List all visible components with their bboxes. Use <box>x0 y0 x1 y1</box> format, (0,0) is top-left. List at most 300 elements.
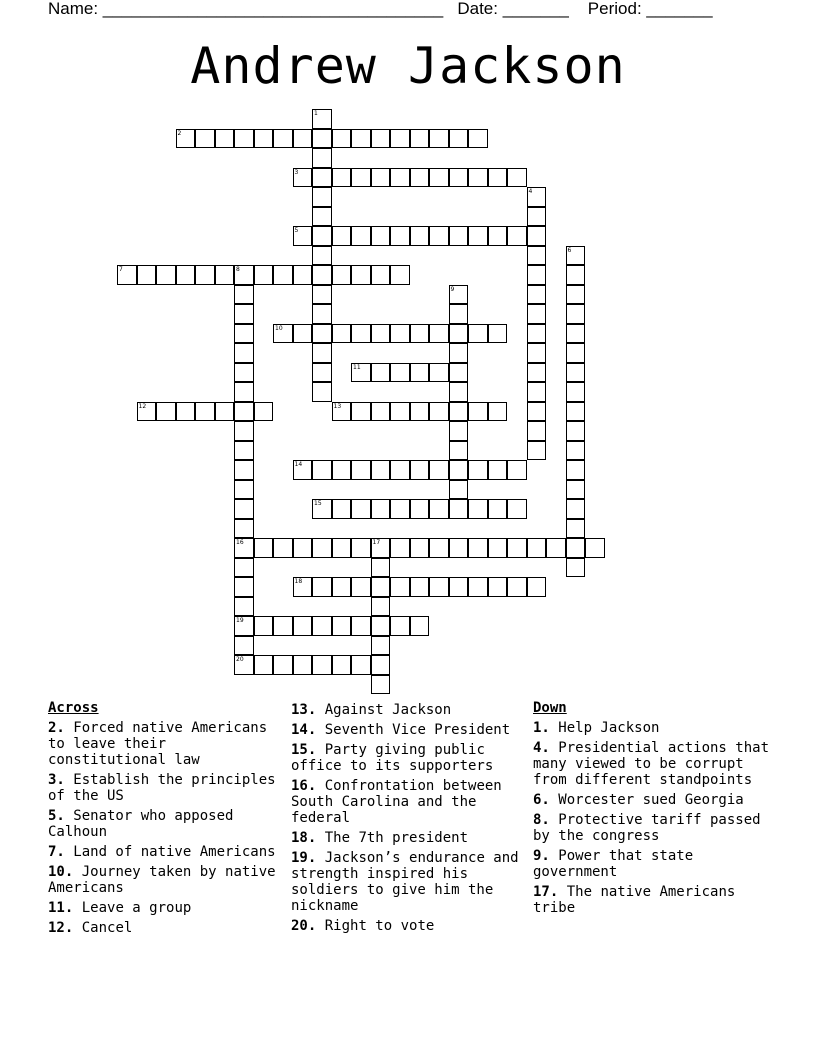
grid-cell[interactable] <box>332 538 352 558</box>
grid-cell[interactable] <box>410 168 430 188</box>
grid-cell[interactable] <box>176 402 196 422</box>
date-field[interactable]: Date: _______ <box>457 0 569 18</box>
clue-label: 11. <box>48 900 74 916</box>
grid-cell[interactable] <box>488 324 508 344</box>
grid-cell[interactable] <box>488 402 508 422</box>
grid-cell[interactable] <box>468 324 488 344</box>
grid-cell[interactable] <box>449 441 469 461</box>
grid-cell[interactable] <box>312 343 332 363</box>
grid-cell[interactable] <box>156 402 176 422</box>
grid-cell[interactable] <box>429 460 449 480</box>
grid-cell[interactable] <box>371 129 391 149</box>
grid-cell[interactable] <box>566 363 586 383</box>
grid-cell[interactable] <box>332 226 352 246</box>
grid-cell[interactable] <box>410 538 430 558</box>
grid-cell[interactable] <box>429 538 449 558</box>
grid-cell[interactable] <box>332 655 352 675</box>
clue-label: 10. <box>48 864 74 880</box>
grid-cell[interactable] <box>507 577 527 597</box>
clue-number: 18 <box>294 578 303 585</box>
grid-cell[interactable] <box>449 129 469 149</box>
grid-cell[interactable] <box>371 558 391 578</box>
across-clue <box>48 808 288 840</box>
grid-cell[interactable] <box>332 616 352 636</box>
grid-cell[interactable] <box>195 265 215 285</box>
grid-cell[interactable] <box>371 675 391 695</box>
grid-cell[interactable] <box>312 168 332 188</box>
grid-cell[interactable] <box>312 265 332 285</box>
grid-cell[interactable] <box>371 499 391 519</box>
grid-cell[interactable] <box>527 207 547 227</box>
clue-number: 20 <box>236 656 244 663</box>
grid-cell[interactable] <box>449 480 469 500</box>
grid-cell[interactable] <box>488 460 508 480</box>
clue-label: 13. <box>291 702 317 718</box>
grid-cell[interactable] <box>332 577 352 597</box>
grid-cell[interactable] <box>234 402 254 422</box>
grid-cell[interactable] <box>351 265 371 285</box>
grid-cell[interactable] <box>527 577 547 597</box>
clue-label: 14. <box>291 722 317 738</box>
grid-cell[interactable] <box>410 460 430 480</box>
grid-cell[interactable] <box>527 304 547 324</box>
grid-cell[interactable] <box>410 129 430 149</box>
clue-number: 6 <box>567 246 572 254</box>
grid-cell[interactable] <box>234 577 254 597</box>
grid-cell[interactable] <box>585 538 605 558</box>
grid-cell[interactable] <box>410 226 430 246</box>
grid-cell[interactable] <box>468 168 488 188</box>
clue-text: Worcester sued Georgia <box>549 792 744 808</box>
grid-cell[interactable] <box>312 382 332 402</box>
grid-cell[interactable] <box>429 324 449 344</box>
grid-cell[interactable] <box>429 363 449 383</box>
grid-cell[interactable] <box>195 129 215 149</box>
grid-cell[interactable] <box>312 109 332 129</box>
grid-cell[interactable] <box>332 499 352 519</box>
grid-cell[interactable] <box>566 285 586 305</box>
grid-cell[interactable] <box>332 129 352 149</box>
grid-cell[interactable] <box>410 402 430 422</box>
grid-cell[interactable] <box>390 168 410 188</box>
grid-cell[interactable] <box>234 597 254 617</box>
grid-cell[interactable] <box>273 538 293 558</box>
grid-cell[interactable] <box>566 538 586 558</box>
grid-cell[interactable] <box>293 324 313 344</box>
grid-cell[interactable] <box>254 402 274 422</box>
grid-cell[interactable] <box>527 324 547 344</box>
across-clue <box>291 850 527 914</box>
grid-cell[interactable] <box>234 324 254 344</box>
grid-cell[interactable] <box>468 226 488 246</box>
grid-cell[interactable] <box>273 655 293 675</box>
grid-cell[interactable] <box>566 480 586 500</box>
grid-cell[interactable] <box>195 402 215 422</box>
grid-cell[interactable] <box>351 460 371 480</box>
clue-text: Senator who apposed Calhoun <box>48 808 234 840</box>
grid-cell[interactable] <box>527 187 547 207</box>
grid-cell[interactable] <box>234 304 254 324</box>
puzzle-title: Andrew Jackson <box>190 37 626 95</box>
grid-cell[interactable] <box>566 519 586 539</box>
grid-cell[interactable] <box>371 460 391 480</box>
grid-cell[interactable] <box>234 441 254 461</box>
down-clue <box>533 792 773 808</box>
grid-cell[interactable] <box>468 460 488 480</box>
grid-cell[interactable] <box>312 187 332 207</box>
grid-cell[interactable] <box>507 460 527 480</box>
grid-cell[interactable] <box>234 421 254 441</box>
grid-cell[interactable] <box>234 616 254 636</box>
clue-label: 1. <box>533 720 550 736</box>
grid-cell[interactable] <box>429 577 449 597</box>
grid-cell[interactable] <box>273 129 293 149</box>
grid-cell[interactable] <box>488 577 508 597</box>
grid-cell[interactable] <box>137 265 157 285</box>
grid-cell[interactable] <box>215 265 235 285</box>
grid-cell[interactable] <box>312 226 332 246</box>
across-clue <box>291 778 527 826</box>
grid-cell[interactable] <box>488 226 508 246</box>
grid-cell[interactable] <box>293 577 313 597</box>
grid-cell[interactable] <box>507 168 527 188</box>
grid-cell[interactable] <box>449 168 469 188</box>
grid-cell[interactable] <box>371 324 391 344</box>
grid-cell[interactable] <box>410 324 430 344</box>
grid-cell[interactable] <box>273 265 293 285</box>
grid-cell[interactable] <box>390 460 410 480</box>
clue-text: Help Jackson <box>549 720 660 736</box>
grid-cell[interactable] <box>449 304 469 324</box>
across-clues-continued <box>291 702 527 938</box>
grid-cell[interactable] <box>351 226 371 246</box>
grid-cell[interactable] <box>488 538 508 558</box>
grid-cell[interactable] <box>351 499 371 519</box>
grid-cell[interactable] <box>527 226 547 246</box>
grid-cell[interactable] <box>254 616 274 636</box>
grid-cell[interactable] <box>468 402 488 422</box>
grid-cell[interactable] <box>449 538 469 558</box>
grid-cell[interactable] <box>507 538 527 558</box>
grid-cell[interactable] <box>312 207 332 227</box>
grid-cell[interactable] <box>371 597 391 617</box>
grid-cell[interactable] <box>390 363 410 383</box>
grid-cell[interactable] <box>566 499 586 519</box>
clue-label: 20. <box>291 918 317 934</box>
grid-cell[interactable] <box>371 538 391 558</box>
grid-cell[interactable] <box>390 402 410 422</box>
grid-cell[interactable] <box>156 265 176 285</box>
grid-cell[interactable] <box>312 499 332 519</box>
grid-cell[interactable] <box>527 402 547 422</box>
grid-cell[interactable] <box>351 538 371 558</box>
clue-text: Leave a group <box>73 900 192 916</box>
clue-number: 12 <box>138 402 147 410</box>
grid-cell[interactable] <box>234 285 254 305</box>
grid-cell[interactable] <box>371 402 391 422</box>
grid-cell[interactable] <box>351 129 371 149</box>
grid-cell[interactable] <box>488 499 508 519</box>
grid-cell[interactable] <box>410 577 430 597</box>
grid-cell[interactable] <box>234 363 254 383</box>
clue-number: 19 <box>236 617 244 624</box>
grid-cell[interactable] <box>351 402 371 422</box>
grid-cell[interactable] <box>234 655 254 675</box>
grid-cell[interactable] <box>449 363 469 383</box>
clue-label: 15. <box>291 742 317 758</box>
grid-cell[interactable] <box>176 265 196 285</box>
clue-number: 7 <box>119 266 123 273</box>
clue-text: The native Americans tribe <box>533 884 736 916</box>
down-clue <box>533 848 773 880</box>
clue-label: 3. <box>48 772 65 788</box>
clue-number: 3 <box>294 168 299 176</box>
grid-cell[interactable] <box>468 538 488 558</box>
grid-cell[interactable] <box>312 655 332 675</box>
grid-cell[interactable] <box>312 577 332 597</box>
across-clue <box>291 918 527 934</box>
grid-cell[interactable] <box>371 655 391 675</box>
clue-text: Jackson’s endurance and strength inspired his soldiers to give him the nickname <box>291 850 519 914</box>
grid-cell[interactable] <box>527 343 547 363</box>
grid-cell[interactable] <box>312 616 332 636</box>
grid-cell[interactable] <box>371 168 391 188</box>
clue-text: Forced native Americans to leave their constitutional law <box>48 720 268 768</box>
clue-text: Protective tariff passed by the congress <box>533 812 761 844</box>
grid-cell[interactable] <box>371 636 391 656</box>
name-field[interactable]: Name: ____________________________________ <box>48 0 444 18</box>
grid-cell[interactable] <box>410 616 430 636</box>
grid-cell[interactable] <box>312 363 332 383</box>
grid-cell[interactable] <box>468 577 488 597</box>
clue-label: 4. <box>533 740 550 756</box>
grid-cell[interactable] <box>566 324 586 344</box>
down-clue <box>533 884 773 916</box>
clue-number: 9 <box>450 285 455 293</box>
grid-cell[interactable] <box>254 655 274 675</box>
across-clue <box>48 864 288 896</box>
grid-cell[interactable] <box>332 265 352 285</box>
clue-text: Power that state government <box>533 848 694 880</box>
grid-cell[interactable] <box>429 129 449 149</box>
grid-cell[interactable] <box>449 460 469 480</box>
clue-number: 8 <box>236 266 240 273</box>
grid-cell[interactable] <box>234 265 254 285</box>
clue-text: The 7th president <box>316 830 469 846</box>
grid-cell[interactable] <box>566 382 586 402</box>
grid-cell[interactable] <box>293 226 313 246</box>
grid-cell[interactable] <box>293 460 313 480</box>
grid-cell[interactable] <box>566 558 586 578</box>
grid-cell[interactable] <box>273 616 293 636</box>
grid-cell[interactable] <box>449 499 469 519</box>
grid-cell[interactable] <box>215 402 235 422</box>
grid-cell[interactable] <box>312 246 332 266</box>
grid-cell[interactable] <box>410 499 430 519</box>
grid-cell[interactable] <box>390 226 410 246</box>
period-field[interactable]: Period: _______ <box>587 0 713 18</box>
grid-cell[interactable] <box>293 129 313 149</box>
clue-text: Seventh Vice President <box>316 722 511 738</box>
down-clue <box>533 740 773 788</box>
grid-cell[interactable] <box>293 265 313 285</box>
grid-cell[interactable] <box>566 421 586 441</box>
grid-cell[interactable] <box>390 499 410 519</box>
grid-cell[interactable] <box>332 168 352 188</box>
clue-number: 16 <box>236 539 244 546</box>
grid-cell[interactable] <box>137 402 157 422</box>
grid-cell[interactable] <box>332 324 352 344</box>
clue-label: 12. <box>48 920 74 936</box>
grid-cell[interactable] <box>234 519 254 539</box>
grid-cell[interactable] <box>527 441 547 461</box>
grid-cell[interactable] <box>527 538 547 558</box>
clue-label: 9. <box>533 848 550 864</box>
grid-cell[interactable] <box>332 460 352 480</box>
clue-number: 2 <box>177 129 182 137</box>
grid-cell[interactable] <box>234 558 254 578</box>
grid-cell[interactable] <box>312 148 332 168</box>
grid-cell[interactable] <box>429 226 449 246</box>
grid-cell[interactable] <box>351 577 371 597</box>
grid-cell[interactable] <box>566 460 586 480</box>
clue-number: 10 <box>275 324 283 332</box>
grid-cell[interactable] <box>566 246 586 266</box>
across-clue <box>48 844 288 860</box>
grid-cell[interactable] <box>351 616 371 636</box>
clue-number: 5 <box>294 227 299 234</box>
clue-number: 4 <box>528 188 533 195</box>
grid-cell[interactable] <box>351 168 371 188</box>
grid-cell[interactable] <box>390 129 410 149</box>
grid-cell[interactable] <box>566 402 586 422</box>
down-clues <box>533 700 773 920</box>
grid-cell[interactable] <box>332 402 352 422</box>
grid-cell[interactable] <box>234 460 254 480</box>
grid-cell[interactable] <box>312 285 332 305</box>
down-heading: Down <box>533 700 567 716</box>
grid-cell[interactable] <box>468 499 488 519</box>
grid-cell[interactable] <box>449 402 469 422</box>
grid-cell[interactable] <box>312 129 332 149</box>
clue-number: 11 <box>353 363 361 371</box>
grid-cell[interactable] <box>449 421 469 441</box>
clue-text: Establish the principles of the US <box>48 772 276 804</box>
grid-cell[interactable] <box>390 616 410 636</box>
grid-cell[interactable] <box>312 460 332 480</box>
grid-cell[interactable] <box>449 285 469 305</box>
grid-cell[interactable] <box>234 382 254 402</box>
grid-cell[interactable] <box>234 343 254 363</box>
grid-cell[interactable] <box>390 324 410 344</box>
grid-cell[interactable] <box>507 226 527 246</box>
clue-label: 17. <box>533 884 559 900</box>
grid-cell[interactable] <box>390 265 410 285</box>
grid-cell[interactable] <box>234 538 254 558</box>
grid-cell[interactable] <box>234 636 254 656</box>
grid-cell[interactable] <box>449 577 469 597</box>
grid-cell[interactable] <box>176 129 196 149</box>
grid-cell[interactable] <box>390 538 410 558</box>
grid-cell[interactable] <box>449 324 469 344</box>
grid-cell[interactable] <box>312 324 332 344</box>
down-clue <box>533 720 773 736</box>
across-clue <box>291 742 527 774</box>
grid-cell[interactable] <box>566 304 586 324</box>
grid-cell[interactable] <box>507 499 527 519</box>
across-clue <box>291 722 527 738</box>
across-clues <box>48 700 288 940</box>
grid-cell[interactable] <box>566 265 586 285</box>
grid-cell[interactable] <box>312 304 332 324</box>
grid-cell[interactable] <box>449 343 469 363</box>
grid-cell[interactable] <box>410 363 430 383</box>
clue-number: 14 <box>294 461 303 468</box>
clue-text: Journey taken by native Americans <box>48 864 276 896</box>
grid-cell[interactable] <box>566 343 586 363</box>
clue-text: Confrontation between South Carolina and the federal <box>291 778 502 826</box>
clue-text: Cancel <box>73 920 133 936</box>
clue-label: 7. <box>48 844 65 860</box>
grid-cell[interactable] <box>371 616 391 636</box>
clue-label: 6. <box>533 792 550 808</box>
grid-cell[interactable] <box>429 168 449 188</box>
clue-label: 2. <box>48 720 65 736</box>
grid-cell[interactable] <box>429 499 449 519</box>
grid-cell[interactable] <box>293 655 313 675</box>
grid-cell[interactable] <box>254 129 274 149</box>
grid-cell[interactable] <box>527 421 547 441</box>
grid-cell[interactable] <box>351 324 371 344</box>
grid-cell[interactable] <box>429 402 449 422</box>
grid-cell[interactable] <box>449 226 469 246</box>
clue-label: 8. <box>533 812 550 828</box>
grid-cell[interactable] <box>215 129 235 149</box>
student-info-header <box>48 0 788 22</box>
grid-cell[interactable] <box>527 265 547 285</box>
grid-cell[interactable] <box>527 363 547 383</box>
grid-cell[interactable] <box>351 655 371 675</box>
grid-cell[interactable] <box>293 168 313 188</box>
grid-cell[interactable] <box>546 538 566 558</box>
grid-cell[interactable] <box>371 363 391 383</box>
grid-cell[interactable] <box>254 538 274 558</box>
across-clue <box>48 720 288 768</box>
grid-cell[interactable] <box>527 285 547 305</box>
grid-cell[interactable] <box>371 577 391 597</box>
grid-cell[interactable] <box>293 616 313 636</box>
grid-cell[interactable] <box>488 168 508 188</box>
grid-cell[interactable] <box>234 129 254 149</box>
grid-cell[interactable] <box>117 265 137 285</box>
grid-cell[interactable] <box>273 324 293 344</box>
grid-cell[interactable] <box>312 538 332 558</box>
grid-cell[interactable] <box>234 499 254 519</box>
grid-cell[interactable] <box>527 382 547 402</box>
grid-cell[interactable] <box>351 363 371 383</box>
grid-cell[interactable] <box>254 265 274 285</box>
grid-cell[interactable] <box>449 382 469 402</box>
grid-cell[interactable] <box>371 265 391 285</box>
grid-cell[interactable] <box>293 538 313 558</box>
grid-cell[interactable] <box>371 226 391 246</box>
grid-cell[interactable] <box>566 441 586 461</box>
clue-label: 19. <box>291 850 317 866</box>
grid-cell[interactable] <box>390 577 410 597</box>
grid-cell[interactable] <box>468 129 488 149</box>
grid-cell[interactable] <box>527 246 547 266</box>
grid-cell[interactable] <box>234 480 254 500</box>
